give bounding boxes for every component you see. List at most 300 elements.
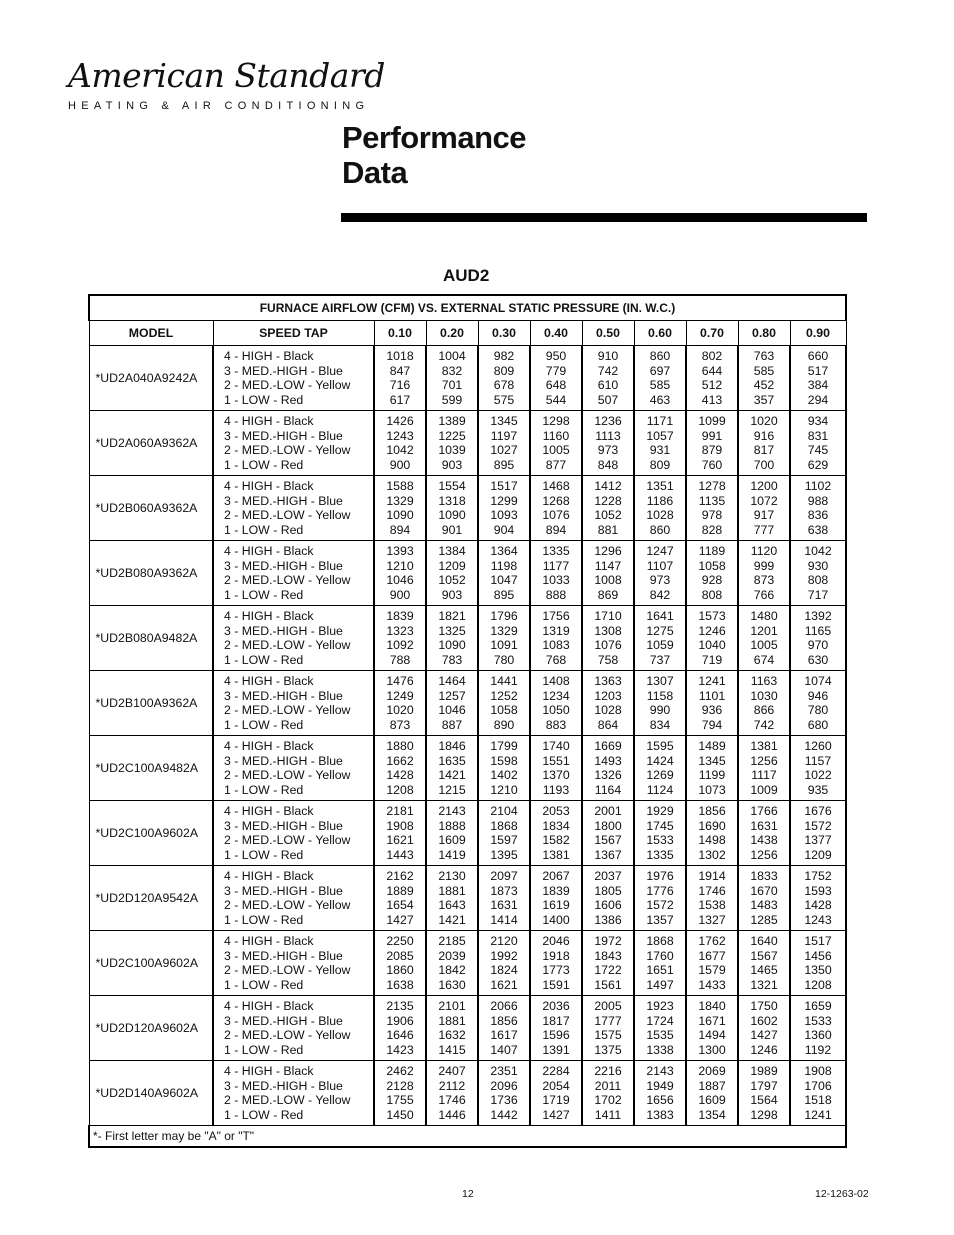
airflow-value: 507 bbox=[597, 392, 619, 407]
airflow-value: 1989 bbox=[750, 1064, 778, 1078]
airflow-value: 1234 bbox=[542, 688, 570, 703]
airflow-value: 758 bbox=[597, 652, 619, 667]
airflow-value: 1494 bbox=[698, 1028, 726, 1043]
airflow-value: 1052 bbox=[438, 573, 466, 588]
speed-tap-cell bbox=[213, 671, 374, 736]
airflow-value: 384 bbox=[807, 378, 829, 393]
airflow-value: 903 bbox=[441, 587, 463, 602]
speed-tap-label: 4 - HIGH - Black bbox=[224, 349, 314, 363]
airflow-cell bbox=[426, 801, 478, 866]
airflow-value: 1210 bbox=[386, 558, 414, 573]
speed-tap-label: 1 - LOW - Red bbox=[224, 977, 304, 992]
airflow-value: 1256 bbox=[750, 847, 778, 862]
airflow-value: 1042 bbox=[804, 544, 832, 558]
airflow-value: 1839 bbox=[386, 609, 414, 623]
speed-tap-label: 3 - MED.-HIGH - Blue bbox=[224, 363, 343, 378]
table-row bbox=[89, 996, 846, 1061]
airflow-value: 1908 bbox=[804, 1064, 832, 1078]
speed-tap-label: 1 - LOW - Red bbox=[224, 457, 304, 472]
airflow-value: 630 bbox=[807, 652, 829, 667]
airflow-value: 1268 bbox=[542, 493, 570, 508]
airflow-value: 1446 bbox=[438, 1107, 466, 1122]
airflow-value: 1773 bbox=[542, 963, 570, 978]
airflow-cell bbox=[738, 996, 790, 1061]
airflow-value: 936 bbox=[701, 703, 723, 718]
airflow-cell bbox=[374, 1061, 426, 1126]
airflow-cell bbox=[790, 411, 846, 476]
speed-tap-label: 4 - HIGH - Black bbox=[224, 869, 314, 883]
airflow-cell bbox=[530, 866, 582, 931]
speed-tap-label: 4 - HIGH - Black bbox=[224, 479, 314, 493]
speed-tap-label: 1 - LOW - Red bbox=[224, 522, 304, 537]
airflow-cell bbox=[426, 346, 478, 411]
model-cell: *UD2C100A9602A bbox=[89, 931, 213, 996]
airflow-value: 864 bbox=[597, 717, 619, 732]
airflow-value: 1201 bbox=[750, 623, 778, 638]
airflow-cell bbox=[582, 476, 634, 541]
airflow-value: 2120 bbox=[490, 934, 518, 948]
airflow-value: 879 bbox=[701, 443, 723, 458]
airflow-value: 788 bbox=[389, 652, 411, 667]
airflow-value: 780 bbox=[493, 652, 515, 667]
airflow-cell bbox=[634, 476, 686, 541]
airflow-value: 2143 bbox=[438, 804, 466, 818]
airflow-value: 881 bbox=[597, 522, 619, 537]
airflow-cell bbox=[374, 866, 426, 931]
column-header: 0.20 bbox=[426, 321, 478, 346]
airflow-value: 629 bbox=[807, 457, 829, 472]
airflow-value: 1824 bbox=[490, 963, 518, 978]
airflow-cell bbox=[582, 866, 634, 931]
airflow-value: 644 bbox=[701, 363, 723, 378]
airflow-cell bbox=[686, 606, 738, 671]
airflow-value: 1318 bbox=[438, 493, 466, 508]
speed-tap-label: 3 - MED.-HIGH - Blue bbox=[224, 948, 343, 963]
speed-tap-cell bbox=[213, 1061, 374, 1126]
airflow-value: 1923 bbox=[646, 999, 674, 1013]
airflow-value: 1554 bbox=[438, 479, 466, 493]
airflow-value: 1746 bbox=[438, 1093, 466, 1108]
speed-tap-label: 3 - MED.-HIGH - Blue bbox=[224, 623, 343, 638]
airflow-value: 1533 bbox=[646, 833, 674, 848]
airflow-value: 1724 bbox=[646, 1013, 674, 1028]
airflow-value: 1710 bbox=[594, 609, 622, 623]
speed-tap-label: 4 - HIGH - Black bbox=[224, 1064, 314, 1078]
airflow-value: 1567 bbox=[594, 833, 622, 848]
airflow-value: 1386 bbox=[594, 912, 622, 927]
airflow-value: 1476 bbox=[386, 674, 414, 688]
airflow-value: 1005 bbox=[750, 638, 778, 653]
airflow-value: 617 bbox=[389, 392, 411, 407]
airflow-value: 1018 bbox=[386, 349, 414, 363]
airflow-value: 2250 bbox=[386, 934, 414, 948]
speed-tap-label: 2 - MED.-LOW - Yellow bbox=[224, 573, 351, 588]
airflow-value: 1193 bbox=[542, 782, 570, 797]
airflow-value: 895 bbox=[493, 457, 515, 472]
speed-tap-cell bbox=[213, 476, 374, 541]
speed-tap-label: 2 - MED.-LOW - Yellow bbox=[224, 963, 351, 978]
airflow-value: 1856 bbox=[698, 804, 726, 818]
airflow-value: 1640 bbox=[750, 934, 778, 948]
airflow-value: 1868 bbox=[646, 934, 674, 948]
speed-tap-label: 1 - LOW - Red bbox=[224, 652, 304, 667]
airflow-value: 1319 bbox=[542, 623, 570, 638]
table-caption: FURNACE AIRFLOW (CFM) VS. EXTERNAL STATIC PRESSURE (IN. W.C.) bbox=[89, 295, 846, 321]
airflow-cell bbox=[530, 541, 582, 606]
airflow-value: 1421 bbox=[438, 768, 466, 783]
column-header: 0.40 bbox=[530, 321, 582, 346]
airflow-cell bbox=[634, 606, 686, 671]
airflow-value: 890 bbox=[493, 717, 515, 732]
airflow-value: 1091 bbox=[490, 638, 518, 653]
speed-tap-label: 2 - MED.-LOW - Yellow bbox=[224, 378, 351, 393]
speed-tap-label: 2 - MED.-LOW - Yellow bbox=[224, 898, 351, 913]
airflow-value: 1887 bbox=[698, 1078, 726, 1093]
speed-tap-label: 1 - LOW - Red bbox=[224, 717, 304, 732]
airflow-value: 916 bbox=[753, 428, 775, 443]
airflow-value: 1407 bbox=[490, 1042, 518, 1057]
airflow-value: 1621 bbox=[490, 977, 518, 992]
airflow-value: 1766 bbox=[750, 804, 778, 818]
airflow-value: 2046 bbox=[542, 934, 570, 948]
title-divider bbox=[341, 213, 867, 222]
speed-tap-label: 2 - MED.-LOW - Yellow bbox=[224, 833, 351, 848]
speed-tap-label: 2 - MED.-LOW - Yellow bbox=[224, 768, 351, 783]
airflow-value: 1326 bbox=[594, 768, 622, 783]
airflow-value: 1656 bbox=[646, 1093, 674, 1108]
airflow-value: 1335 bbox=[646, 847, 674, 862]
airflow-value: 1497 bbox=[646, 977, 674, 992]
speed-tap-label: 4 - HIGH - Black bbox=[224, 609, 314, 623]
airflow-value: 1535 bbox=[646, 1028, 674, 1043]
airflow-value: 697 bbox=[649, 363, 671, 378]
airflow-cell bbox=[426, 736, 478, 801]
speed-tap-cell bbox=[213, 411, 374, 476]
airflow-value: 1411 bbox=[594, 1107, 622, 1122]
airflow-cell bbox=[374, 931, 426, 996]
airflow-value: 2039 bbox=[438, 948, 466, 963]
airflow-value: 1465 bbox=[750, 963, 778, 978]
airflow-value: 1493 bbox=[594, 753, 622, 768]
airflow-value: 990 bbox=[649, 703, 671, 718]
airflow-value: 575 bbox=[493, 392, 515, 407]
airflow-cell bbox=[478, 736, 530, 801]
airflow-value: 1350 bbox=[804, 963, 832, 978]
airflow-cell bbox=[790, 801, 846, 866]
airflow-value: 1427 bbox=[386, 912, 414, 927]
table-header-row bbox=[89, 321, 846, 346]
table-row bbox=[89, 476, 846, 541]
airflow-value: 1192 bbox=[804, 1042, 832, 1057]
brand-logo bbox=[68, 58, 385, 112]
airflow-value: 1076 bbox=[542, 508, 570, 523]
airflow-value: 1591 bbox=[542, 977, 570, 992]
airflow-cell bbox=[478, 931, 530, 996]
airflow-value: 1597 bbox=[490, 833, 518, 848]
airflow-value: 1677 bbox=[698, 948, 726, 963]
airflow-value: 946 bbox=[807, 688, 829, 703]
model-cell: *UD2B100A9362A bbox=[89, 671, 213, 736]
airflow-value: 1363 bbox=[594, 674, 622, 688]
airflow-value: 1441 bbox=[490, 674, 518, 688]
airflow-value: 1888 bbox=[438, 818, 466, 833]
airflow-value: 1638 bbox=[386, 977, 414, 992]
airflow-value: 1033 bbox=[542, 573, 570, 588]
airflow-value: 1246 bbox=[698, 623, 726, 638]
table-row bbox=[89, 541, 846, 606]
airflow-value: 883 bbox=[545, 717, 567, 732]
airflow-value: 1022 bbox=[804, 768, 832, 783]
airflow-cell bbox=[582, 411, 634, 476]
airflow-value: 742 bbox=[753, 717, 775, 732]
airflow-cell bbox=[686, 346, 738, 411]
speed-tap-label: 2 - MED.-LOW - Yellow bbox=[224, 1093, 351, 1108]
airflow-value: 866 bbox=[753, 703, 775, 718]
airflow-value: 1321 bbox=[750, 977, 778, 992]
airflow-cell bbox=[478, 801, 530, 866]
airflow-cell bbox=[426, 671, 478, 736]
airflow-value: 1165 bbox=[804, 623, 832, 638]
airflow-value: 1843 bbox=[594, 948, 622, 963]
airflow-value: 1395 bbox=[490, 847, 518, 862]
airflow-value: 512 bbox=[701, 378, 723, 393]
airflow-value: 1257 bbox=[438, 688, 466, 703]
airflow-value: 1602 bbox=[750, 1013, 778, 1028]
airflow-value: 1582 bbox=[542, 833, 570, 848]
airflow-value: 1797 bbox=[750, 1078, 778, 1093]
airflow-value: 1408 bbox=[542, 674, 570, 688]
table-body bbox=[89, 346, 846, 1126]
airflow-value: 1198 bbox=[490, 558, 518, 573]
airflow-cell bbox=[530, 1061, 582, 1126]
airflow-value: 1392 bbox=[804, 609, 832, 623]
airflow-value: 1076 bbox=[594, 638, 622, 653]
section-subtitle: AUD2 bbox=[443, 266, 490, 285]
speed-tap-label: 4 - HIGH - Black bbox=[224, 674, 314, 688]
airflow-value: 1360 bbox=[804, 1028, 832, 1043]
airflow-value: 1972 bbox=[594, 934, 622, 948]
airflow-value: 719 bbox=[701, 652, 723, 667]
airflow-value: 1090 bbox=[438, 638, 466, 653]
airflow-value: 1533 bbox=[804, 1013, 832, 1028]
airflow-value: 780 bbox=[807, 703, 829, 718]
table-row bbox=[89, 736, 846, 801]
airflow-value: 1050 bbox=[542, 703, 570, 718]
airflow-value: 1881 bbox=[438, 883, 466, 898]
airflow-value: 1415 bbox=[438, 1042, 466, 1057]
airflow-value: 766 bbox=[753, 587, 775, 602]
speed-tap-label: 2 - MED.-LOW - Yellow bbox=[224, 443, 351, 458]
airflow-value: 1177 bbox=[542, 558, 570, 573]
airflow-value: 1345 bbox=[698, 753, 726, 768]
airflow-value: 831 bbox=[807, 428, 829, 443]
airflow-value: 1800 bbox=[594, 818, 622, 833]
airflow-cell bbox=[686, 931, 738, 996]
airflow-value: 1433 bbox=[698, 977, 726, 992]
airflow-value: 1856 bbox=[490, 1013, 518, 1028]
airflow-value: 1381 bbox=[750, 739, 778, 753]
airflow-value: 1323 bbox=[386, 623, 414, 638]
airflow-value: 2216 bbox=[594, 1064, 622, 1078]
airflow-value: 1593 bbox=[804, 883, 832, 898]
airflow-value: 1042 bbox=[386, 443, 414, 458]
airflow-cell bbox=[582, 541, 634, 606]
airflow-value: 2162 bbox=[386, 869, 414, 883]
airflow-value: 991 bbox=[701, 428, 723, 443]
page-title-line1: Performance bbox=[342, 120, 527, 155]
airflow-value: 1020 bbox=[386, 703, 414, 718]
column-header: 0.60 bbox=[634, 321, 686, 346]
airflow-value: 1551 bbox=[542, 753, 570, 768]
airflow-value: 1740 bbox=[542, 739, 570, 753]
airflow-value: 917 bbox=[753, 508, 775, 523]
airflow-value: 1073 bbox=[698, 782, 726, 797]
airflow-value: 1456 bbox=[804, 948, 832, 963]
airflow-value: 1428 bbox=[386, 768, 414, 783]
airflow-cell bbox=[582, 671, 634, 736]
table-row bbox=[89, 801, 846, 866]
airflow-value: 1805 bbox=[594, 883, 622, 898]
airflow-value: 1567 bbox=[750, 948, 778, 963]
airflow-value: 1498 bbox=[698, 833, 726, 848]
airflow-value: 809 bbox=[649, 457, 671, 472]
airflow-value: 1058 bbox=[490, 703, 518, 718]
airflow-value: 1278 bbox=[698, 479, 726, 493]
airflow-value: 1796 bbox=[490, 609, 518, 623]
table-row bbox=[89, 931, 846, 996]
airflow-value: 1860 bbox=[386, 963, 414, 978]
airflow-value: 1377 bbox=[804, 833, 832, 848]
airflow-value: 973 bbox=[597, 443, 619, 458]
airflow-value: 1197 bbox=[490, 428, 518, 443]
airflow-value: 1606 bbox=[594, 898, 622, 913]
airflow-value: 413 bbox=[701, 392, 723, 407]
model-cell: *UD2B080A9482A bbox=[89, 606, 213, 671]
airflow-value: 1364 bbox=[490, 544, 518, 558]
airflow-value: 895 bbox=[493, 587, 515, 602]
airflow-value: 1249 bbox=[386, 688, 414, 703]
airflow-value: 1389 bbox=[438, 414, 466, 428]
airflow-value: 1669 bbox=[594, 739, 622, 753]
airflow-cell bbox=[530, 671, 582, 736]
airflow-value: 869 bbox=[597, 587, 619, 602]
airflow-value: 1619 bbox=[542, 898, 570, 913]
airflow-value: 2143 bbox=[646, 1064, 674, 1078]
airflow-value: 1393 bbox=[386, 544, 414, 558]
airflow-value: 585 bbox=[753, 363, 775, 378]
airflow-cell bbox=[686, 736, 738, 801]
airflow-cell bbox=[634, 801, 686, 866]
airflow-value: 834 bbox=[649, 717, 671, 732]
speed-tap-label: 1 - LOW - Red bbox=[224, 782, 304, 797]
airflow-value: 1906 bbox=[386, 1013, 414, 1028]
airflow-cell bbox=[478, 1061, 530, 1126]
airflow-value: 1579 bbox=[698, 963, 726, 978]
airflow-value: 1208 bbox=[804, 977, 832, 992]
airflow-cell bbox=[634, 931, 686, 996]
airflow-value: 860 bbox=[649, 522, 671, 537]
speed-tap-label: 3 - MED.-HIGH - Blue bbox=[224, 428, 343, 443]
airflow-value: 1596 bbox=[542, 1028, 570, 1043]
airflow-value: 1209 bbox=[804, 847, 832, 862]
airflow-cell bbox=[426, 1061, 478, 1126]
airflow-cell bbox=[790, 671, 846, 736]
airflow-value: 1210 bbox=[490, 782, 518, 797]
airflow-cell bbox=[686, 866, 738, 931]
airflow-value: 1914 bbox=[698, 869, 726, 883]
airflow-value: 1719 bbox=[542, 1093, 570, 1108]
logo-tagline: HEATING & AIR CONDITIONING bbox=[68, 100, 370, 112]
airflow-value: 887 bbox=[441, 717, 463, 732]
document-number: 12-1263-02 bbox=[815, 1188, 869, 1200]
airflow-value: 1654 bbox=[386, 898, 414, 913]
column-header: 0.10 bbox=[374, 321, 426, 346]
airflow-cell bbox=[374, 541, 426, 606]
airflow-value: 1046 bbox=[438, 703, 466, 718]
airflow-value: 1299 bbox=[490, 493, 518, 508]
airflow-value: 1702 bbox=[594, 1093, 622, 1108]
airflow-value: 1046 bbox=[386, 573, 414, 588]
airflow-value: 1517 bbox=[804, 934, 832, 948]
airflow-value: 1659 bbox=[804, 999, 832, 1013]
airflow-value: 877 bbox=[545, 457, 567, 472]
airflow-cell bbox=[634, 1061, 686, 1126]
airflow-value: 678 bbox=[493, 378, 515, 393]
airflow-value: 1047 bbox=[490, 573, 518, 588]
speed-tap-label: 3 - MED.-HIGH - Blue bbox=[224, 753, 343, 768]
airflow-value: 1889 bbox=[386, 883, 414, 898]
airflow-value: 1351 bbox=[646, 479, 674, 493]
airflow-value: 2054 bbox=[542, 1078, 570, 1093]
airflow-value: 1598 bbox=[490, 753, 518, 768]
airflow-value: 1275 bbox=[646, 623, 674, 638]
airflow-value: 1489 bbox=[698, 739, 726, 753]
airflow-value: 910 bbox=[597, 349, 619, 363]
airflow-value: 1120 bbox=[750, 544, 778, 558]
airflow-value: 1074 bbox=[804, 674, 832, 688]
airflow-cell bbox=[478, 996, 530, 1061]
airflow-value: 1706 bbox=[804, 1078, 832, 1093]
airflow-value: 842 bbox=[649, 587, 671, 602]
model-cell: *UD2D140A9602A bbox=[89, 1061, 213, 1126]
speed-tap-label: 3 - MED.-HIGH - Blue bbox=[224, 883, 343, 898]
speed-tap-label: 3 - MED.-HIGH - Blue bbox=[224, 493, 343, 508]
airflow-value: 2407 bbox=[438, 1064, 466, 1078]
airflow-value: 779 bbox=[545, 363, 567, 378]
airflow-value: 832 bbox=[441, 363, 463, 378]
airflow-value: 1949 bbox=[646, 1078, 674, 1093]
airflow-value: 1102 bbox=[804, 479, 832, 493]
airflow-value: 1588 bbox=[386, 479, 414, 493]
airflow-value: 1873 bbox=[490, 883, 518, 898]
airflow-value: 1158 bbox=[646, 688, 674, 703]
airflow-value: 1428 bbox=[804, 898, 832, 913]
airflow-value: 1746 bbox=[698, 883, 726, 898]
airflow-value: 1421 bbox=[438, 912, 466, 927]
airflow-value: 1617 bbox=[490, 1028, 518, 1043]
airflow-value: 1030 bbox=[750, 688, 778, 703]
airflow-value: 978 bbox=[701, 508, 723, 523]
page-number: 12 bbox=[462, 1188, 474, 1200]
airflow-value: 599 bbox=[441, 392, 463, 407]
airflow-value: 931 bbox=[649, 443, 671, 458]
airflow-value: 1427 bbox=[750, 1028, 778, 1043]
column-header: 0.50 bbox=[582, 321, 634, 346]
airflow-value: 1243 bbox=[804, 912, 832, 927]
airflow-value: 1329 bbox=[386, 493, 414, 508]
airflow-value: 999 bbox=[753, 558, 775, 573]
airflow-cell bbox=[634, 411, 686, 476]
